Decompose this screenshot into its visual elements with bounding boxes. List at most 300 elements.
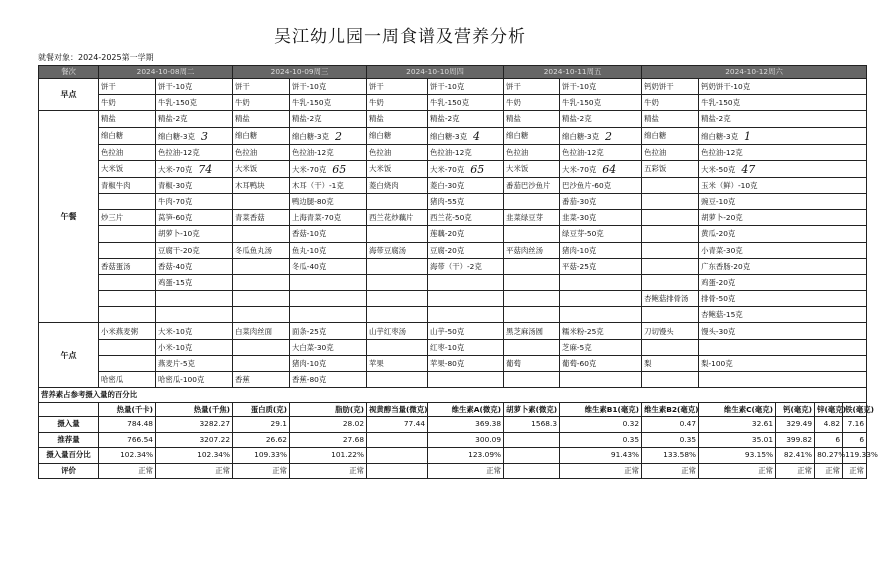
dish-name bbox=[642, 274, 699, 290]
ingredient: 绵白糖-3克 1 bbox=[699, 127, 867, 144]
dish-name: 色拉油 bbox=[504, 144, 560, 160]
nutrient-value: 7.16 bbox=[843, 417, 867, 433]
nutrient-value: 3207.22 bbox=[156, 432, 233, 448]
handwritten-note: 74 bbox=[198, 162, 213, 176]
snack-row bbox=[39, 355, 867, 371]
dish-name: 青椒牛肉 bbox=[99, 177, 156, 193]
dish-name bbox=[367, 226, 428, 242]
nutrient-value: 0.35 bbox=[560, 432, 642, 448]
dish-name: 绵白糖 bbox=[504, 127, 560, 144]
dish-name bbox=[504, 291, 560, 307]
menu-table bbox=[38, 65, 878, 479]
ingredient: 胡萝卜-10克 bbox=[156, 226, 233, 242]
nutrient-header: 胡萝卜素(微克) bbox=[504, 403, 560, 417]
nutrient-value: 正常 bbox=[233, 463, 290, 479]
meal-header: 餐次 bbox=[39, 66, 99, 79]
breakfast-row bbox=[39, 95, 867, 111]
nutrient-value: 正常 bbox=[560, 463, 642, 479]
ingredient: 糯米粉-25克 bbox=[560, 323, 642, 339]
dish-name: 绵白糖 bbox=[233, 127, 290, 144]
dish-name bbox=[99, 355, 156, 371]
ingredient: 猪肉-10克 bbox=[560, 242, 642, 258]
dish-name: 牛奶 bbox=[99, 95, 156, 111]
ingredient: 番茄-30克 bbox=[560, 193, 642, 209]
nutrient-header: 维生素B2(毫克) bbox=[642, 403, 699, 417]
dish-name: 饼干 bbox=[504, 79, 560, 95]
ingredient: 上海青菜-70克 bbox=[290, 210, 367, 226]
ingredient: 木耳（干）-1克 bbox=[290, 177, 367, 193]
ingredient: 菱白-30克 bbox=[428, 177, 504, 193]
dish-name bbox=[642, 258, 699, 274]
ingredient: 大米-70克 74 bbox=[156, 160, 233, 177]
ingredient bbox=[290, 307, 367, 323]
handwritten-note: 1 bbox=[744, 129, 751, 143]
nutrient-value bbox=[504, 448, 560, 464]
dish-name bbox=[367, 339, 428, 355]
nutrient-header bbox=[39, 403, 99, 417]
lunch-row bbox=[39, 242, 867, 258]
ingredient bbox=[560, 291, 642, 307]
ingredient: 豆腐-20克 bbox=[428, 242, 504, 258]
snack-row bbox=[39, 372, 867, 388]
lunch-label: 午餐 bbox=[39, 111, 99, 323]
nutrient-value: 6 bbox=[815, 432, 843, 448]
handwritten-note: 47 bbox=[741, 162, 756, 176]
ingredient: 绿豆芽-50克 bbox=[560, 226, 642, 242]
ingredient: 馒头-30克 bbox=[699, 323, 867, 339]
dish-name: 杏鲍菇排骨汤 bbox=[642, 291, 699, 307]
ingredient bbox=[428, 274, 504, 290]
ingredient: 玉米（鲜）-10克 bbox=[699, 177, 867, 193]
dish-name bbox=[99, 242, 156, 258]
day-header: 2024-10-11周五 bbox=[504, 66, 642, 79]
dish-name bbox=[99, 274, 156, 290]
ingredient: 大米-70克 65 bbox=[428, 160, 504, 177]
lunch-row bbox=[39, 144, 867, 160]
dish-name: 西兰花炒藕片 bbox=[367, 210, 428, 226]
dish-name bbox=[642, 242, 699, 258]
ingredient bbox=[699, 372, 867, 388]
dish-name: 海带豆腐汤 bbox=[367, 242, 428, 258]
ingredient bbox=[428, 307, 504, 323]
dish-name: 精盐 bbox=[99, 111, 156, 127]
dish-name: 牛奶 bbox=[367, 95, 428, 111]
dish-name bbox=[367, 291, 428, 307]
dish-name bbox=[642, 210, 699, 226]
breakfast-row bbox=[39, 79, 867, 95]
dish-name bbox=[504, 372, 560, 388]
ingredient: 杏鲍菇-15克 bbox=[699, 307, 867, 323]
nutrition-header-row bbox=[39, 403, 867, 417]
lunch-row bbox=[39, 226, 867, 242]
dish-name: 菱白烧肉 bbox=[367, 177, 428, 193]
ingredient: 牛乳-150克 bbox=[560, 95, 642, 111]
nutrient-value: 102.34% bbox=[156, 448, 233, 464]
nutrient-value: 0.47 bbox=[642, 417, 699, 433]
ingredient: 绵白糖-3克 2 bbox=[560, 127, 642, 144]
day-header: 2024-10-12周六 bbox=[642, 66, 867, 79]
nutrient-value: 77.44 bbox=[367, 417, 428, 433]
nutrient-value bbox=[367, 432, 428, 448]
ingredient: 色拉油-12克 bbox=[699, 144, 867, 160]
nutrition-row bbox=[39, 417, 867, 433]
nutrient-value: 0.32 bbox=[560, 417, 642, 433]
dish-name bbox=[233, 258, 290, 274]
nutrient-value: 正常 bbox=[642, 463, 699, 479]
day-header: 2024-10-10周四 bbox=[367, 66, 504, 79]
ingredient: 燕麦片-5克 bbox=[156, 355, 233, 371]
ingredient bbox=[699, 339, 867, 355]
dish-name: 大米饭 bbox=[367, 160, 428, 177]
dish-name: 大米饭 bbox=[504, 160, 560, 177]
ingredient: 大米-10克 bbox=[156, 323, 233, 339]
ingredient bbox=[290, 274, 367, 290]
ingredient: 莲藕-20克 bbox=[428, 226, 504, 242]
dish-name: 牛奶 bbox=[642, 95, 699, 111]
nutrient-value: 正常 bbox=[776, 463, 815, 479]
dish-name: 青菜香菇 bbox=[233, 210, 290, 226]
dish-name: 香蕉 bbox=[233, 372, 290, 388]
nutrient-value: 766.54 bbox=[99, 432, 156, 448]
ingredient: 鸡蛋-15克 bbox=[156, 274, 233, 290]
dish-name: 韭菜绿豆芽 bbox=[504, 210, 560, 226]
nutrient-header: 维生素B1(毫克) bbox=[560, 403, 642, 417]
nutrient-value bbox=[367, 463, 428, 479]
dish-name: 黑芝麻汤圆 bbox=[504, 323, 560, 339]
nutrient-value: 正常 bbox=[428, 463, 504, 479]
ingredient: 排骨-50克 bbox=[699, 291, 867, 307]
nutrient-value: 正常 bbox=[99, 463, 156, 479]
nutrient-header: 锌(毫克) bbox=[815, 403, 843, 417]
ingredient: 牛乳-150克 bbox=[290, 95, 367, 111]
dish-name: 刀切馒头 bbox=[642, 323, 699, 339]
dish-name: 葡萄 bbox=[504, 355, 560, 371]
nutrient-value: 399.82 bbox=[776, 432, 815, 448]
ingredient: 香菇-10克 bbox=[290, 226, 367, 242]
dish-name: 绵白糖 bbox=[99, 127, 156, 144]
dish-name bbox=[504, 226, 560, 242]
ingredient: 黄瓜-20克 bbox=[699, 226, 867, 242]
handwritten-note: 3 bbox=[200, 129, 208, 143]
ingredient: 精盐-2克 bbox=[560, 111, 642, 127]
dish-name: 色拉油 bbox=[642, 144, 699, 160]
handwritten-note: 2 bbox=[604, 129, 612, 143]
nutrient-value: 正常 bbox=[156, 463, 233, 479]
ingredient: 巴沙鱼片-60克 bbox=[560, 177, 642, 193]
nutrient-header: 钙(毫克) bbox=[776, 403, 815, 417]
ingredient: 饼干-10克 bbox=[290, 79, 367, 95]
nutrient-value: 0.35 bbox=[642, 432, 699, 448]
dish-name: 大米饭 bbox=[233, 160, 290, 177]
ingredient bbox=[290, 291, 367, 307]
ingredient: 西兰花-50克 bbox=[428, 210, 504, 226]
ingredient: 绵白糖-3克 2 bbox=[290, 127, 367, 144]
nutrient-value bbox=[504, 463, 560, 479]
dish-name bbox=[504, 258, 560, 274]
ingredient: 平菇-25克 bbox=[560, 258, 642, 274]
diner-target: 就餐对象：2024-2025第一学期 bbox=[38, 53, 154, 62]
dish-name: 饼干 bbox=[367, 79, 428, 95]
nutrition-row bbox=[39, 448, 867, 464]
nutrition-row-label: 摄入量 bbox=[39, 417, 99, 433]
ingredient: 哈密瓜-100克 bbox=[156, 372, 233, 388]
ingredient: 色拉油-12克 bbox=[560, 144, 642, 160]
dish-name bbox=[367, 274, 428, 290]
ingredient: 饼干-10克 bbox=[156, 79, 233, 95]
lunch-row bbox=[39, 291, 867, 307]
dish-name: 精盐 bbox=[504, 111, 560, 127]
nutrient-value: 119.33% bbox=[843, 448, 867, 464]
ingredient: 精盐-2克 bbox=[156, 111, 233, 127]
dish-name: 精盐 bbox=[367, 111, 428, 127]
dish-name: 色拉油 bbox=[99, 144, 156, 160]
nutrient-value: 32.61 bbox=[699, 417, 776, 433]
ingredient bbox=[560, 372, 642, 388]
ingredient: 小青菜-30克 bbox=[699, 242, 867, 258]
handwritten-note: 2 bbox=[334, 129, 342, 143]
ingredient: 绵白糖-3克 3 bbox=[156, 127, 233, 144]
nutrient-header: 脂肪(克) bbox=[290, 403, 367, 417]
ingredient: 大白菜-30克 bbox=[290, 339, 367, 355]
snack-label: 午点 bbox=[39, 323, 99, 388]
nutrient-value: 133.58% bbox=[642, 448, 699, 464]
nutrient-value: 29.1 bbox=[233, 417, 290, 433]
nutrient-header: 热量(千卡) bbox=[99, 403, 156, 417]
dish-name bbox=[99, 226, 156, 242]
dish-name: 梨 bbox=[642, 355, 699, 371]
ingredient: 莴笋-60克 bbox=[156, 210, 233, 226]
lunch-row bbox=[39, 258, 867, 274]
page-title: 吴江幼儿园一周食谱及营养分析 bbox=[274, 27, 526, 47]
nutrient-header: 热量(千焦) bbox=[156, 403, 233, 417]
ingredient: 广东香肠-20克 bbox=[699, 258, 867, 274]
dish-name bbox=[642, 372, 699, 388]
ingredient: 香蕉-80克 bbox=[290, 372, 367, 388]
ingredient: 猪肉-10克 bbox=[290, 355, 367, 371]
nutrient-value: 4.82 bbox=[815, 417, 843, 433]
ingredient bbox=[560, 274, 642, 290]
ingredient: 猪肉-55克 bbox=[428, 193, 504, 209]
nutrient-value: 123.09% bbox=[428, 448, 504, 464]
ingredient: 芝麻-5克 bbox=[560, 339, 642, 355]
nutrient-value: 27.68 bbox=[290, 432, 367, 448]
ingredient bbox=[156, 307, 233, 323]
ingredient: 精盐-2克 bbox=[290, 111, 367, 127]
nutrient-header: 维生素C(毫克) bbox=[699, 403, 776, 417]
ingredient: 鸭边腿-80克 bbox=[290, 193, 367, 209]
ingredient: 大米-50克 47 bbox=[699, 160, 867, 177]
ingredient: 葡萄-60克 bbox=[560, 355, 642, 371]
ingredient: 香菇-40克 bbox=[156, 258, 233, 274]
snack-row bbox=[39, 323, 867, 339]
dish-name bbox=[233, 291, 290, 307]
nutrient-value: 1568.3 bbox=[504, 417, 560, 433]
dish-name bbox=[99, 339, 156, 355]
ingredient: 大米-70克 64 bbox=[560, 160, 642, 177]
lunch-row bbox=[39, 111, 867, 127]
ingredient bbox=[560, 307, 642, 323]
dish-name bbox=[367, 258, 428, 274]
lunch-row bbox=[39, 193, 867, 209]
nutrition-row-label: 摄入量百分比 bbox=[39, 448, 99, 464]
dish-name: 哈密瓜 bbox=[99, 372, 156, 388]
nutrient-header: 铁(毫克) bbox=[843, 403, 867, 417]
dish-name bbox=[99, 193, 156, 209]
nutrient-value: 93.15% bbox=[699, 448, 776, 464]
nutrient-value bbox=[504, 432, 560, 448]
ingredient: 色拉油-12克 bbox=[290, 144, 367, 160]
dish-name bbox=[504, 307, 560, 323]
dish-name: 五彩饭 bbox=[642, 160, 699, 177]
dish-name bbox=[642, 226, 699, 242]
ingredient bbox=[156, 291, 233, 307]
nutrient-value: 101.22% bbox=[290, 448, 367, 464]
ingredient: 苹果-80克 bbox=[428, 355, 504, 371]
dish-name bbox=[233, 355, 290, 371]
header-row bbox=[39, 66, 867, 79]
dish-name bbox=[233, 307, 290, 323]
nutrient-value: 正常 bbox=[290, 463, 367, 479]
nutrition-row bbox=[39, 463, 867, 479]
dish-name: 精盐 bbox=[642, 111, 699, 127]
dish-name: 饼干 bbox=[99, 79, 156, 95]
dish-name: 小米燕麦粥 bbox=[99, 323, 156, 339]
ingredient: 大米-70克 65 bbox=[290, 160, 367, 177]
dish-name bbox=[504, 193, 560, 209]
ingredient: 小米-10克 bbox=[156, 339, 233, 355]
dish-name: 番茄巴沙鱼片 bbox=[504, 177, 560, 193]
ingredient: 梨-100克 bbox=[699, 355, 867, 371]
ingredient: 饼干-10克 bbox=[428, 79, 504, 95]
ingredient: 色拉油-12克 bbox=[156, 144, 233, 160]
nutrition-title: 营养素占参考摄入量的百分比 bbox=[39, 388, 867, 403]
nutrient-value: 3282.27 bbox=[156, 417, 233, 433]
ingredient: 冬瓜-40克 bbox=[290, 258, 367, 274]
dish-name: 饼干 bbox=[233, 79, 290, 95]
handwritten-note: 4 bbox=[472, 129, 480, 143]
dish-name: 牛奶 bbox=[233, 95, 290, 111]
ingredient: 面条-25克 bbox=[290, 323, 367, 339]
dish-name: 绵白糖 bbox=[642, 127, 699, 144]
lunch-row bbox=[39, 307, 867, 323]
nutrient-value: 102.34% bbox=[99, 448, 156, 464]
dish-name bbox=[504, 274, 560, 290]
lunch-row bbox=[39, 160, 867, 177]
dish-name: 苹果 bbox=[367, 355, 428, 371]
ingredient: 饼干-10克 bbox=[560, 79, 642, 95]
ingredient: 牛乳-150克 bbox=[428, 95, 504, 111]
ingredient: 青椒-30克 bbox=[156, 177, 233, 193]
ingredient: 豌豆-10克 bbox=[699, 193, 867, 209]
dish-name: 钙奶饼干 bbox=[642, 79, 699, 95]
dish-name: 香菇蛋汤 bbox=[99, 258, 156, 274]
ingredient: 钙奶饼干-10克 bbox=[699, 79, 867, 95]
ingredient: 红枣-10克 bbox=[428, 339, 504, 355]
dish-name: 平菇肉丝汤 bbox=[504, 242, 560, 258]
dish-name bbox=[233, 226, 290, 242]
dish-name bbox=[367, 307, 428, 323]
nutrient-value: 109.33% bbox=[233, 448, 290, 464]
dish-name: 冬瓜鱼丸汤 bbox=[233, 242, 290, 258]
nutrient-value bbox=[367, 448, 428, 464]
nutrient-value: 300.09 bbox=[428, 432, 504, 448]
lunch-row bbox=[39, 177, 867, 193]
ingredient: 精盐-2克 bbox=[428, 111, 504, 127]
dish-name: 山芋红枣汤 bbox=[367, 323, 428, 339]
dish-name: 色拉油 bbox=[367, 144, 428, 160]
dish-name bbox=[99, 307, 156, 323]
dish-name: 木耳鸭块 bbox=[233, 177, 290, 193]
nutrient-value: 正常 bbox=[699, 463, 776, 479]
ingredient: 胡萝卜-20克 bbox=[699, 210, 867, 226]
nutrient-value: 28.02 bbox=[290, 417, 367, 433]
ingredient: 牛乳-150克 bbox=[156, 95, 233, 111]
day-header: 2024-10-08周二 bbox=[99, 66, 233, 79]
ingredient: 鸡蛋-20克 bbox=[699, 274, 867, 290]
ingredient: 山芋-50克 bbox=[428, 323, 504, 339]
lunch-row bbox=[39, 210, 867, 226]
ingredient: 精盐-2克 bbox=[699, 111, 867, 127]
ingredient: 色拉油-12克 bbox=[428, 144, 504, 160]
nutrient-header: 蛋白质(克) bbox=[233, 403, 290, 417]
ingredient: 豆腐干-20克 bbox=[156, 242, 233, 258]
dish-name: 精盐 bbox=[233, 111, 290, 127]
nutrient-value: 26.62 bbox=[233, 432, 290, 448]
dish-name: 色拉油 bbox=[233, 144, 290, 160]
nutrition-row bbox=[39, 432, 867, 448]
snack-row bbox=[39, 339, 867, 355]
dish-name bbox=[99, 291, 156, 307]
dish-name: 白菜肉丝面 bbox=[233, 323, 290, 339]
nutrient-value: 6 bbox=[843, 432, 867, 448]
ingredient: 海带（干）-2克 bbox=[428, 258, 504, 274]
dish-name bbox=[642, 193, 699, 209]
dish-name bbox=[367, 372, 428, 388]
nutrient-value: 80.27% bbox=[815, 448, 843, 464]
dish-name bbox=[233, 274, 290, 290]
dish-name: 绵白糖 bbox=[367, 127, 428, 144]
handwritten-note: 65 bbox=[332, 162, 347, 176]
ingredient: 韭菜-30克 bbox=[560, 210, 642, 226]
dish-name bbox=[642, 307, 699, 323]
nutrient-header: 视黄醇当量(微克) bbox=[367, 403, 428, 417]
nutrition-title-row bbox=[39, 388, 867, 403]
ingredient: 牛肉-70克 bbox=[156, 193, 233, 209]
day-header: 2024-10-09周三 bbox=[233, 66, 367, 79]
lunch-row bbox=[39, 274, 867, 290]
handwritten-note: 65 bbox=[470, 162, 485, 176]
nutrient-value: 正常 bbox=[815, 463, 843, 479]
nutrition-row-label: 推荐量 bbox=[39, 432, 99, 448]
dish-name bbox=[642, 339, 699, 355]
nutrient-value: 35.01 bbox=[699, 432, 776, 448]
dish-name: 炒三片 bbox=[99, 210, 156, 226]
dish-name bbox=[504, 339, 560, 355]
dish-name bbox=[367, 193, 428, 209]
dish-name bbox=[233, 193, 290, 209]
dish-name: 牛奶 bbox=[504, 95, 560, 111]
handwritten-note: 64 bbox=[602, 162, 617, 176]
nutrient-value: 正常 bbox=[843, 463, 867, 479]
lunch-row bbox=[39, 127, 867, 144]
nutrient-value: 82.41% bbox=[776, 448, 815, 464]
ingredient: 牛乳-150克 bbox=[699, 95, 867, 111]
ingredient bbox=[428, 372, 504, 388]
nutrient-header: 维生素A(微克) bbox=[428, 403, 504, 417]
dish-name: 大米饭 bbox=[99, 160, 156, 177]
nutrient-value: 91.43% bbox=[560, 448, 642, 464]
nutrition-row-label: 评价 bbox=[39, 463, 99, 479]
